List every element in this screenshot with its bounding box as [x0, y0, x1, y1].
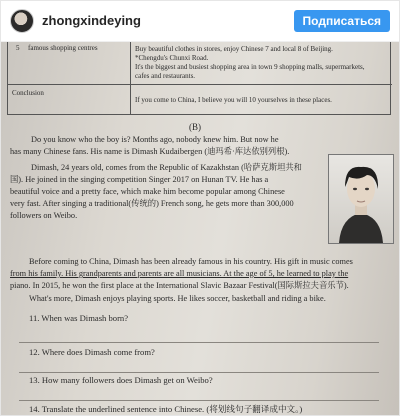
- post-photo: [1, 42, 399, 415]
- passage-line: 国). He joined in the singing competition Singer 2017 on Hunan TV. He has a: [10, 175, 269, 184]
- passage-line: piano. In 2015, he won the first place at the International Slavic Bazaar Festival(国际斯拉夫音乐节).: [10, 281, 349, 290]
- row-text-line: *Chengdu's Chunxi Road.: [135, 54, 209, 62]
- portrait-photo: [328, 154, 394, 244]
- row-label: famous shopping centres: [28, 44, 98, 52]
- worksheet: [1, 42, 399, 415]
- passage-line: Before coming to China, Dimash has been already famous in his country. His gift in music comes: [29, 257, 353, 266]
- portrait-illustration: [329, 155, 393, 243]
- question-item: 13. How many followers does Dimash get on Weibo?: [29, 375, 213, 385]
- passage-line: What's more, Dimash enjoys playing sports. He likes soccer, basketball and riding a bike.: [29, 294, 326, 303]
- answer-line: [19, 400, 379, 401]
- table-divider: [130, 42, 131, 115]
- section-label: (B): [189, 122, 201, 132]
- username[interactable]: zhongxindeying: [42, 13, 141, 28]
- passage-line: beautiful voice and a pretty face, which make him become popular among Chinese: [10, 187, 285, 196]
- table-divider: [8, 84, 392, 85]
- question-item: 12. Where does Dimash come from?: [29, 347, 155, 357]
- passage-line: from his family. His grandparents and parents are all musicians. At the age of 5, he learned to play the: [10, 269, 349, 278]
- question-item: 14. Translate the underlined sentence into Chinese. (将划线句子翻译成中文。): [29, 404, 303, 414]
- row-number: 5: [16, 44, 20, 52]
- row-text-line: cafes and restaurants.: [135, 72, 196, 80]
- avatar[interactable]: [10, 9, 34, 33]
- passage-line: has many Chinese fans. His name is Dimash Kudaibergen (迪玛希·库达依别列根).: [10, 147, 290, 156]
- post-header: [1, 1, 399, 42]
- passage-line: Dimash, 24 years old, comes from the Republic of Kazakhstan (哈萨克斯坦共和: [31, 163, 302, 172]
- row-text-line: It's the biggest and busiest shopping area in town 9 shopping malls, supermarkets,: [135, 63, 365, 71]
- passage-line: followers on Weibo.: [10, 211, 78, 220]
- conclusion-label: Conclusion: [12, 89, 44, 97]
- row-text-line: Buy beautiful clothes in stores, enjoy Chinese 7 and local 8 of Beijing.: [135, 45, 333, 53]
- follow-button[interactable]: Подписаться: [294, 10, 390, 32]
- passage-line: Do you know who the boy is? Months ago, nobody knew him. But now he: [31, 135, 279, 144]
- question-item: 11. When was Dimash born?: [29, 313, 129, 323]
- passage-line: very fast. After singing a traditional(传统的) French song, he gets more than 300,000: [10, 199, 294, 208]
- info-table: [7, 42, 391, 115]
- answer-line: [19, 342, 379, 343]
- answer-line: [19, 372, 379, 373]
- conclusion-text: If you come to China, I believe you will 10 yourselves in these places.: [135, 96, 332, 104]
